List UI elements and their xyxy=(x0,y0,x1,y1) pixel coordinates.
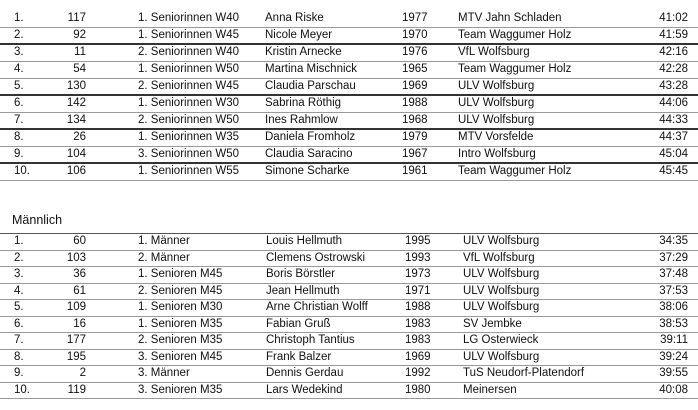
place-cell: 10. xyxy=(14,165,30,177)
club-cell: Team Waggumer Holz xyxy=(458,63,572,75)
birth-year-cell: 1973 xyxy=(405,268,431,280)
place-cell: 6. xyxy=(14,97,24,109)
athlete-name-cell: Arne Christian Wolff xyxy=(266,301,368,313)
table-row xyxy=(0,333,698,350)
place-cell: 7. xyxy=(14,334,24,346)
athlete-name-cell: Frank Balzer xyxy=(266,350,332,363)
finish-time-cell: 39:24 xyxy=(659,350,688,363)
club-cell: MTV Jahn Schladen xyxy=(458,12,562,24)
place-cell: 5. xyxy=(14,301,24,313)
club-cell: Intro Wolfsburg xyxy=(458,148,536,160)
birth-year-cell: 1977 xyxy=(402,12,428,24)
age-class-cell: 1. Senioren M35 xyxy=(138,317,223,330)
table-row xyxy=(0,267,698,284)
finish-time-cell: 42:16 xyxy=(659,46,688,58)
birth-year-cell: 1980 xyxy=(405,383,431,396)
table-row xyxy=(0,350,698,367)
club-cell: ULV Wolfsburg xyxy=(463,301,540,313)
place-cell: 8. xyxy=(14,131,24,143)
club-cell: Meinersen xyxy=(463,383,517,396)
athlete-name-cell: Kristin Arnecke xyxy=(265,46,342,58)
table-row xyxy=(0,28,698,45)
finish-time-cell: 37:29 xyxy=(659,251,688,264)
athlete-name-cell: Jean Hellmuth xyxy=(266,284,340,297)
bib-number-cell: 119 xyxy=(67,383,86,396)
place-cell: 9. xyxy=(14,367,24,379)
birth-year-cell: 1988 xyxy=(402,97,428,109)
age-class-cell: 1. Senioren M30 xyxy=(138,301,223,313)
finish-time-cell: 38:53 xyxy=(659,317,688,330)
club-cell: SV Jembke xyxy=(463,317,522,330)
club-cell: ULV Wolfsburg xyxy=(463,235,540,247)
place-cell: 1. xyxy=(14,235,24,247)
finish-time-cell: 34:35 xyxy=(659,235,688,247)
finish-time-cell: 45:45 xyxy=(659,165,688,177)
finish-time-cell: 42:28 xyxy=(659,63,688,75)
finish-time-cell: 38:06 xyxy=(659,301,688,313)
place-cell: 3. xyxy=(14,46,24,58)
table-row xyxy=(0,234,698,251)
age-class-cell: 2. Männer xyxy=(138,251,190,264)
finish-time-cell: 41:59 xyxy=(659,29,688,41)
finish-time-cell: 44:37 xyxy=(659,131,688,143)
place-cell: 4. xyxy=(14,63,24,75)
table-row xyxy=(0,130,698,147)
bib-number-cell: 177 xyxy=(66,334,86,346)
table-row xyxy=(0,113,698,130)
age-class-cell: 2. Seniorinnen W50 xyxy=(138,114,240,126)
place-cell: 9. xyxy=(14,148,24,160)
club-cell: ULV Wolfsburg xyxy=(458,97,535,109)
birth-year-cell: 1969 xyxy=(402,80,428,92)
table-row xyxy=(0,11,698,28)
athlete-name-cell: Dennis Gerdau xyxy=(266,367,344,379)
athlete-name-cell: Christoph Tantius xyxy=(266,334,355,346)
age-class-cell: 2. Seniorinnen W45 xyxy=(138,80,240,92)
age-class-cell: 1. Seniorinnen W30 xyxy=(138,97,240,109)
finish-time-cell: 40:08 xyxy=(659,383,688,396)
finish-time-cell: 44:33 xyxy=(659,114,688,126)
table-row xyxy=(0,317,698,334)
bib-number-cell: 26 xyxy=(73,131,86,143)
finish-time-cell: 45:04 xyxy=(659,148,688,160)
club-cell: Team Waggumer Holz xyxy=(458,165,572,177)
club-cell: ULV Wolfsburg xyxy=(463,268,540,280)
bib-number-cell: 130 xyxy=(66,80,86,92)
bib-number-cell: 60 xyxy=(73,235,86,247)
athlete-name-cell: Claudia Parschau xyxy=(265,80,356,92)
age-class-cell: 1. Seniorinnen W55 xyxy=(138,165,240,177)
finish-time-cell: 37:53 xyxy=(659,284,688,297)
athlete-name-cell: Lars Wedekind xyxy=(266,383,343,396)
club-cell: ULV Wolfsburg xyxy=(458,114,535,126)
age-class-cell: 3. Männer xyxy=(138,367,190,379)
athlete-name-cell: Louis Hellmuth xyxy=(266,235,343,247)
club-cell: TuS Neudorf-Platendorf xyxy=(463,367,585,379)
birth-year-cell: 1993 xyxy=(405,251,431,264)
athlete-name-cell: Nicole Meyer xyxy=(265,29,333,41)
finish-time-cell: 39:55 xyxy=(659,367,688,379)
bib-number-cell: 103 xyxy=(66,251,86,264)
age-class-cell: 1. Seniorinnen W45 xyxy=(138,29,240,41)
age-class-cell: 2. Seniorinnen W40 xyxy=(138,46,240,58)
place-cell: 10. xyxy=(14,383,30,396)
club-cell: Team Waggumer Holz xyxy=(458,29,572,41)
age-class-cell: 2. Senioren M45 xyxy=(138,284,223,297)
finish-time-cell: 43:28 xyxy=(659,80,688,92)
table-row xyxy=(0,251,698,268)
athlete-name-cell: Anna Riske xyxy=(265,12,324,24)
age-class-cell: 1. Seniorinnen W40 xyxy=(138,12,240,24)
bib-number-cell: 16 xyxy=(73,317,86,330)
birth-year-cell: 1992 xyxy=(405,367,431,379)
place-cell: 8. xyxy=(14,350,24,363)
table-row xyxy=(0,62,698,79)
age-class-cell: 1. Seniorinnen W50 xyxy=(138,63,240,75)
table-row xyxy=(0,79,698,96)
place-cell: 1. xyxy=(14,12,24,24)
age-class-cell: 3. Senioren M35 xyxy=(138,383,223,396)
birth-year-cell: 1968 xyxy=(402,114,428,126)
place-cell: 5. xyxy=(14,80,24,92)
birth-year-cell: 1988 xyxy=(405,301,431,313)
bib-number-cell: 11 xyxy=(74,46,86,58)
athlete-name-cell: Clemens Ostrowski xyxy=(266,251,366,264)
birth-year-cell: 1971 xyxy=(405,284,431,297)
birth-year-cell: 1979 xyxy=(402,131,428,143)
place-cell: 7. xyxy=(14,114,24,126)
athlete-name-cell: Simone Scharke xyxy=(265,165,350,177)
club-cell: ULV Wolfsburg xyxy=(463,350,540,363)
athlete-name-cell: Boris Börstler xyxy=(266,268,336,280)
age-class-cell: 1. Seniorinnen W35 xyxy=(138,131,240,143)
place-cell: 4. xyxy=(14,284,24,297)
finish-time-cell: 41:02 xyxy=(659,12,688,24)
bib-number-cell: 92 xyxy=(73,29,86,41)
club-cell: ULV Wolfsburg xyxy=(458,80,535,92)
athlete-name-cell: Ines Rahmlow xyxy=(265,114,338,126)
table-row xyxy=(0,96,698,113)
men-results-table xyxy=(0,233,698,399)
age-class-cell: 3. Seniorinnen W50 xyxy=(138,148,240,160)
athlete-name-cell: Martina Mischnick xyxy=(265,63,358,75)
table-row xyxy=(0,300,698,317)
place-cell: 2. xyxy=(14,251,24,264)
place-cell: 6. xyxy=(14,317,24,330)
bib-number-cell: 106 xyxy=(66,165,86,177)
birth-year-cell: 1995 xyxy=(405,235,431,247)
club-cell: VfL Wolfsburg xyxy=(463,251,535,264)
place-cell: 2. xyxy=(14,29,24,41)
bib-number-cell: 195 xyxy=(66,350,86,363)
birth-year-cell: 1965 xyxy=(402,63,428,75)
bib-number-cell: 2 xyxy=(79,367,86,379)
athlete-name-cell: Daniela Fromholz xyxy=(265,131,356,143)
birth-year-cell: 1970 xyxy=(402,29,428,41)
table-row xyxy=(0,147,698,164)
bib-number-cell: 61 xyxy=(73,284,86,297)
age-class-cell: 1. Männer xyxy=(138,235,190,247)
bib-number-cell: 104 xyxy=(66,148,86,160)
club-cell: MTV Vorsfelde xyxy=(458,131,534,143)
athlete-name-cell: Sabrina Röthig xyxy=(265,97,342,109)
section-title-men: Männlich xyxy=(12,213,63,227)
bib-number-cell: 134 xyxy=(66,114,86,126)
club-cell: LG Osterwieck xyxy=(463,334,539,346)
table-row xyxy=(0,284,698,301)
finish-time-cell: 37:48 xyxy=(659,268,688,280)
club-cell: VfL Wolfsburg xyxy=(458,46,530,58)
club-cell: ULV Wolfsburg xyxy=(463,284,540,297)
age-class-cell: 3. Senioren M45 xyxy=(138,350,223,363)
birth-year-cell: 1983 xyxy=(405,317,431,330)
finish-time-cell: 44:06 xyxy=(659,97,688,109)
age-class-cell: 1. Senioren M45 xyxy=(138,268,223,280)
birth-year-cell: 1976 xyxy=(402,46,428,58)
birth-year-cell: 1969 xyxy=(405,350,431,363)
bib-number-cell: 109 xyxy=(66,301,86,313)
birth-year-cell: 1983 xyxy=(405,334,431,346)
finish-time-cell: 39:11 xyxy=(660,334,688,346)
table-row xyxy=(0,45,698,62)
athlete-name-cell: Claudia Saracino xyxy=(265,148,353,160)
birth-year-cell: 1961 xyxy=(402,165,428,177)
place-cell: 3. xyxy=(14,268,24,280)
birth-year-cell: 1967 xyxy=(402,148,428,160)
bib-number-cell: 36 xyxy=(73,268,86,280)
age-class-cell: 2. Senioren M35 xyxy=(138,334,223,346)
bib-number-cell: 54 xyxy=(73,63,86,75)
women-results-table xyxy=(0,11,698,181)
table-row xyxy=(0,383,698,400)
bib-number-cell: 142 xyxy=(66,97,86,109)
athlete-name-cell: Fabian Gruß xyxy=(266,317,331,330)
bib-number-cell: 117 xyxy=(67,12,86,24)
table-row xyxy=(0,164,698,181)
table-row xyxy=(0,366,698,383)
